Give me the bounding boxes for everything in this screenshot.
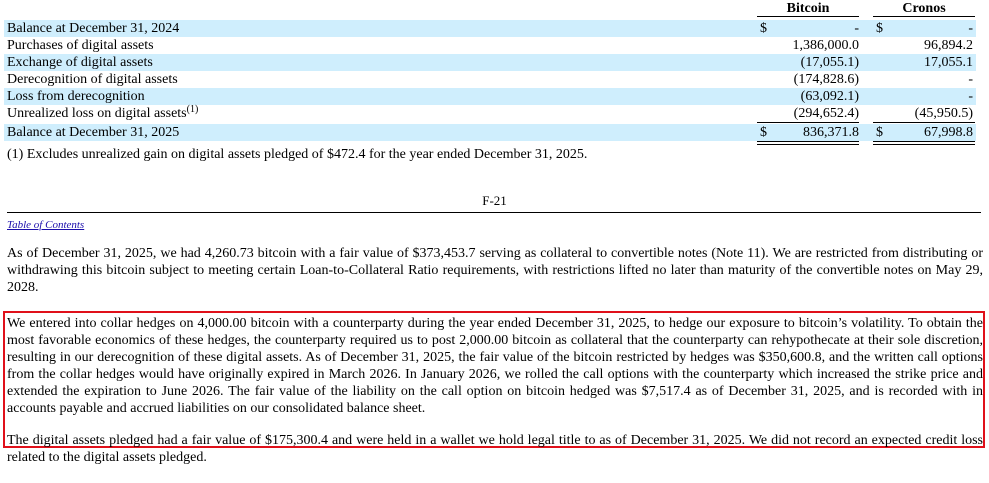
- row-label: Balance at December 31, 2024: [7, 21, 180, 36]
- cronos-value: -: [968, 72, 973, 87]
- cronos-value: -: [968, 21, 973, 36]
- table-row: [4, 124, 976, 141]
- paragraph-collateral: As of December 31, 2025, we had 4,260.73 bitcoin with a fair value of $373,453.7 serving as collateral to convertible notes (Note 11). We are restricted from distributing or withdrawing this bitcoin subject to meeting certain Loan-to-Collateral Ratio requirements, with restrictions lifted no later than maturity of the convertible notes on May 29, 2028.: [7, 246, 983, 295]
- table-row: [4, 20, 976, 37]
- page-divider: [7, 212, 981, 213]
- bitcoin-value: (174,828.6): [793, 72, 859, 87]
- cronos-value: -: [968, 89, 973, 104]
- row-label: Loss from derecognition: [7, 89, 145, 104]
- header-underline-cronos: [873, 16, 975, 17]
- row-label-text: Unrealized loss on digital assets: [7, 106, 187, 121]
- row-label: Derecognition of digital assets: [7, 72, 178, 87]
- subtotal-rule-cronos: [873, 122, 975, 123]
- total-double-rule-bitcoin: [757, 141, 859, 145]
- paragraph-collar-hedges: We entered into collar hedges on 4,000.00 bitcoin with a counterparty during the year ended December 31, 2025, to hedge our exposure to bitcoin’s volatility. To obtain the most favorable economics of these hedges, the counterparty required us to post 2,000.00 bitcoin as collateral that the counterparty can rehypothecate at their sole discretion, resulting in our derecognition of these digital assets. As of December 31, 2025, the fair value of the bitcoin restricted by hedges was $350,600.8, and the written call options from the collar hedges would have originally expired in March 2026. In January 2026, we rolled the call options with the counterparty which increased the strike price and extended the expiration to June 2026. The fair value of the liability on the call option on bitcoin hedged was $7,517.4 as of December 31, 2025, and is recorded with in accounts payable and accrued liabilities on our consolidated balance sheet.: [7, 316, 983, 416]
- cronos-value: (45,950.5): [914, 106, 973, 121]
- bitcoin-value: 836,371.8: [803, 125, 859, 140]
- paragraph-pledged-assets: The digital assets pledged had a fair value of $175,300.4 and were held in a wallet we hold legal title to as of December 31, 2025. We did not record an expected credit loss related to the digital assets pledged.: [7, 433, 983, 465]
- total-double-rule-cronos: [873, 141, 975, 145]
- bitcoin-value: -: [854, 21, 859, 36]
- table-row: [4, 37, 976, 54]
- table-row: [4, 54, 976, 71]
- currency-symbol: $: [760, 125, 767, 140]
- cronos-value: 67,998.8: [924, 125, 973, 140]
- bitcoin-value: (294,652.4): [793, 106, 859, 121]
- row-label: [7, 105, 198, 122]
- bitcoin-value: (17,055.1): [800, 55, 859, 70]
- column-header-cronos: Cronos: [902, 1, 946, 16]
- bitcoin-value: 1,386,000.0: [792, 38, 859, 53]
- subtotal-rule-bitcoin: [757, 122, 859, 123]
- cronos-value: 96,894.2: [924, 38, 973, 53]
- table-of-contents-link[interactable]: Table of Contents: [7, 219, 85, 231]
- table-row: [4, 88, 976, 105]
- row-label: Purchases of digital assets: [7, 38, 154, 53]
- footnote-reference: (1): [186, 104, 199, 115]
- column-header-bitcoin: Bitcoin: [786, 1, 830, 16]
- currency-symbol: $: [760, 21, 767, 36]
- table-row: [4, 105, 976, 122]
- currency-symbol: $: [876, 125, 883, 140]
- cronos-value: 17,055.1: [924, 55, 973, 70]
- currency-symbol: $: [876, 21, 883, 36]
- table-row: [4, 71, 976, 88]
- page-number: F-21: [482, 193, 507, 208]
- row-label: Balance at December 31, 2025: [7, 125, 180, 140]
- header-underline-bitcoin: [757, 16, 859, 17]
- row-label: Exchange of digital assets: [7, 55, 153, 70]
- table-footnote: (1) Excludes unrealized gain on digital assets pledged of $472.4 for the year ended December 31, 2025.: [7, 147, 588, 162]
- bitcoin-value: (63,092.1): [800, 89, 859, 104]
